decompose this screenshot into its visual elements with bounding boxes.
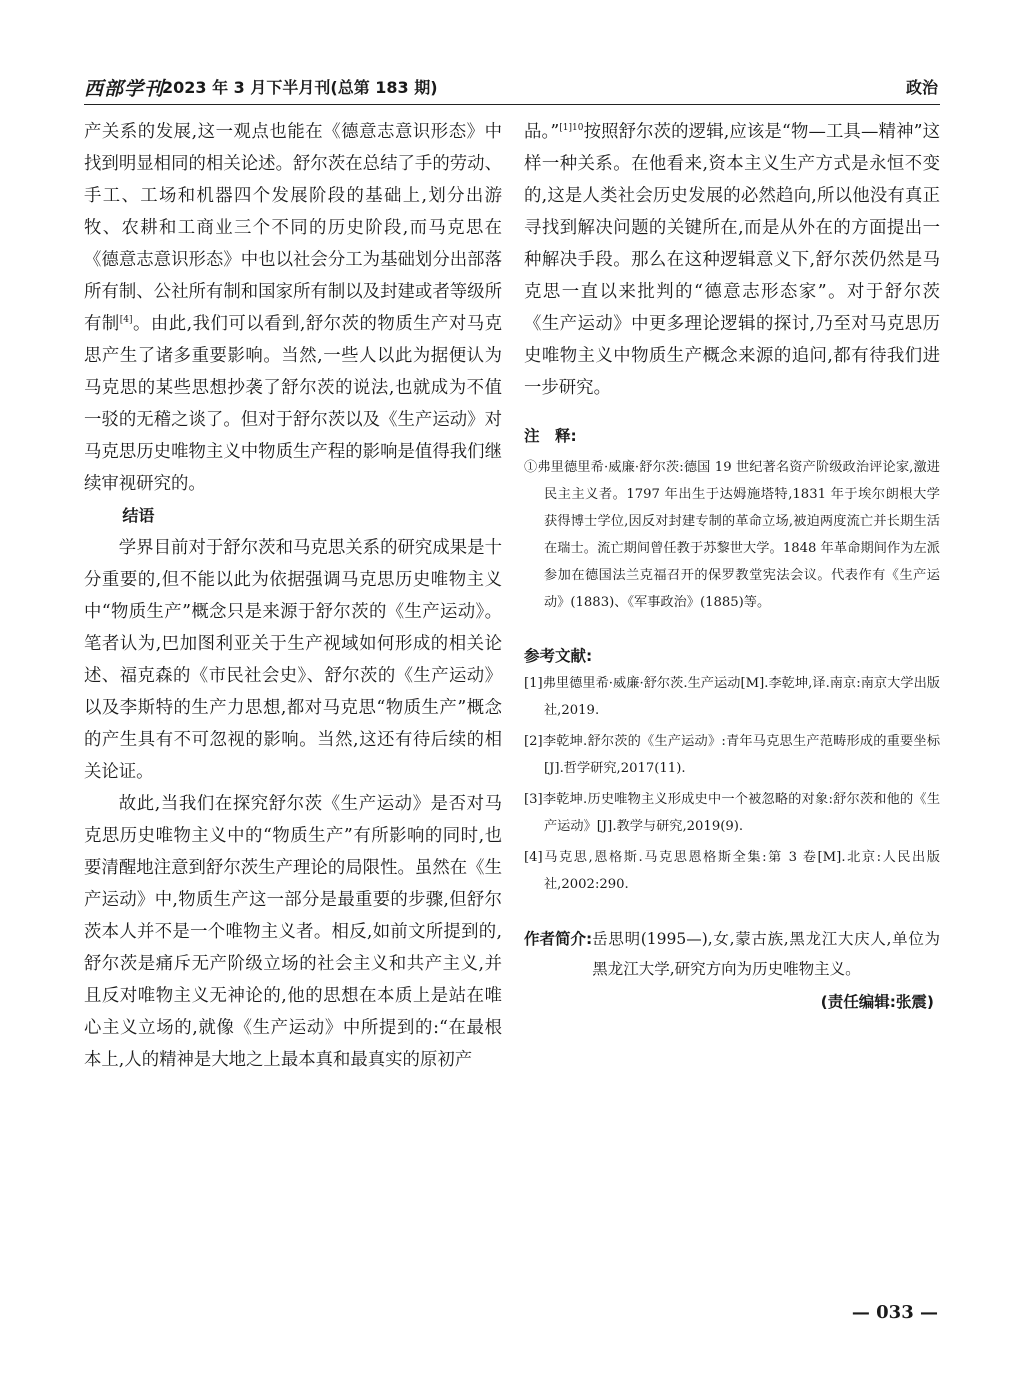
notes-heading: 注 释: (524, 427, 577, 445)
issue-info: 2023 年 3 月下半月刊(总第 183 期) (162, 78, 438, 97)
header-rule (84, 104, 940, 105)
left-column (84, 116, 502, 1076)
journal-logo: 西部学刊 (84, 78, 165, 100)
paragraph: 产关系的发展,这一观点也能在《德意志意识形态》中找到明显相同的相关论述。舒尔茨在总结了手的劳动、手工、工场和机器四个发展阶段的基础上,划分出游牧、农耕和工商业三个不同的历史阶段,而马克思在《德意志意识形态》中也以社会分工为基础划分出部落所有制、公社所有制和国家所有制以及封建或者等级所有制[4]。由此,我们可以看到,舒尔茨的物质生产对马克思产生了诸多重要影响。当然,一些人以此为据便认为马克思的某些思想抄袭了舒尔茨的说法,也就成为不值一驳的无稽之谈了。但对于舒尔茨以及《生产运动》对马克思历史唯物主义中物质生产程的影响是值得我们继续审视研究的。 (84, 122, 502, 494)
footnote: ①弗里德里希·威廉·舒尔茨:德国 19 世纪著名资产阶级政治评论家,激进民主主义者。1797 年出生于达姆施塔特,1831 年于埃尔朗根大学获得博士学位,因反对封建专制的革命立场,被迫两度流亡并长期生活在瑞士。流亡期间曾任教于苏黎世大学。1848 年革命期间作为左派参加在德国法兰克福召开的保罗教堂宪法会议。代表作有《生产运动》(1883)、《军事政治》(1885)等。 (524, 460, 940, 610)
paragraph: 故此,当我们在探究舒尔茨《生产运动》是否对马克思历史唯物主义中的“物质生产”有所影响的同时,也要清醒地注意到舒尔茨生产理论的局限性。虽然在《生产运动》中,物质生产这一部分是最重要的步骤,但舒尔茨本人并不是一个唯物主义者。相反,如前文所提到的,舒尔茨是痛斥无产阶级立场的社会主义和共产主义,并且反对唯物主义无神论的,他的思想在本质上是站在唯心主义立场的,就像《生产运动》中所提到的:“在最根本上,人的精神是大地之上最本真和最真实的原初产 (84, 794, 502, 1070)
editor-credit: (责任编辑:张震) (820, 993, 934, 1011)
page-number: — 033 — (851, 1302, 938, 1323)
reference-item: [3]李乾坤.历史唯物主义形成史中一个被忽略的对象:舒尔茨和他的《生产运动》[J].教学与研究,2019(9). (524, 792, 940, 834)
citation: [4] (119, 315, 133, 326)
section-heading: 结语 (122, 506, 155, 525)
reference-item: [4]马克思,恩格斯.马克思恩格斯全集:第 3 卷[M].北京:人民出版社,2002:290. (524, 850, 940, 892)
section-label: 政治 (905, 78, 938, 97)
right-column (524, 116, 940, 1012)
paragraph: 学界目前对于舒尔茨和马克思关系的研究成果是十分重要的,但不能以此为依据强调马克思历史唯物主义中“物质生产”概念只是来源于舒尔茨的《生产运动》。笔者认为,巴加图利亚关于生产视域如何形成的相关论述、福克森的《市民社会史》、舒尔茨的《生产运动》以及李斯特的生产力思想,都对马克思“物质生产”概念的产生具有不可忽视的影响。当然,这还有待后续的相关论证。 (84, 538, 502, 782)
references-heading: 参考文献: (524, 647, 593, 665)
author-label: 作者简介: (524, 930, 593, 948)
author-bio (524, 924, 940, 984)
page-header (84, 70, 940, 104)
reference-item: [1]弗里德里希·威廉·舒尔茨.生产运动[M].李乾坤,译.南京:南京大学出版社,2019. (524, 676, 940, 718)
paragraph: 品。”$^{[1]10}$按照舒尔茨的逻辑,应该是“物—工具—精神”这样一种关系。在他看来,资本主义生产方式是永恒不变的,这是人类社会历史发展的必然趋向,所以他没有真正寻找到解决问题的关键所在,而是从外在的方面提出一种解决手段。那么在这种逻辑意义下,舒尔茨仍然是马克思一直以来批判的“德意志形态家”。对于舒尔茨《生产运动》中更多理论逻辑的探讨,乃至对马克思历史唯物主义中物质生产概念来源的追问,都有待我们进一步研究。 (524, 122, 940, 398)
author-text: 岳思明(1995—),女,蒙古族,黑龙江大庆人,单位为黑龙江大学,研究方向为历史唯物主义。 (592, 930, 940, 978)
citation: [1]10 (559, 123, 584, 134)
reference-item: [2]李乾坤.舒尔茨的《生产运动》:青年马克思生产范畴形成的重要坐标[J].哲学研究,2017(11). (524, 734, 940, 776)
